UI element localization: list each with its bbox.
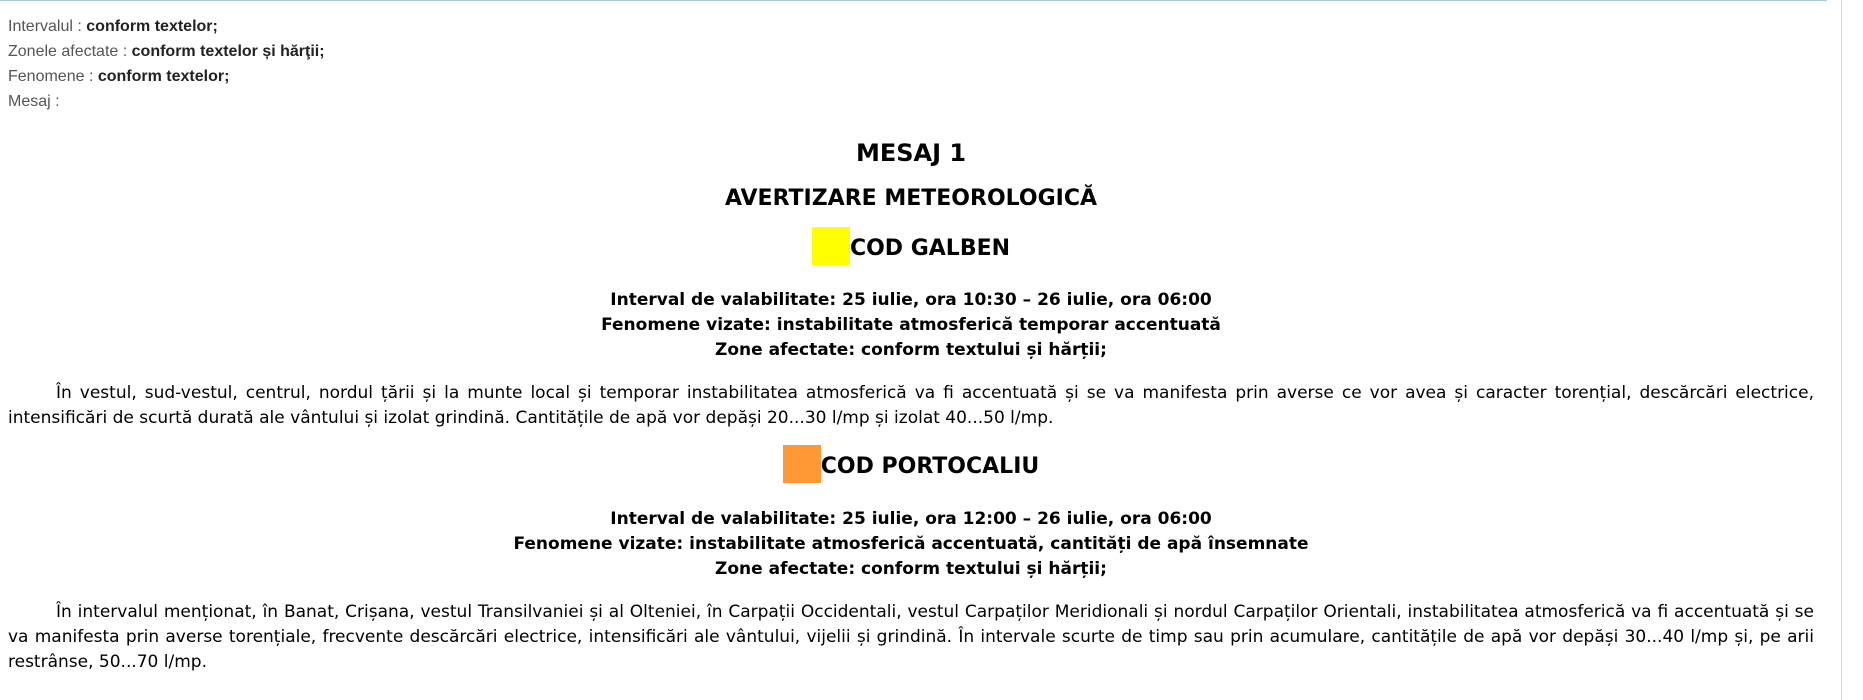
zones-line xyxy=(8,39,325,64)
yellow-interval: Interval de valabilitate: 25 iulie, ora 10:30 – 26 iulie, ora 06:00 xyxy=(610,290,1212,310)
yellow-code-heading xyxy=(8,229,1814,269)
phenomena-label: Fenomene : xyxy=(8,68,94,85)
yellow-warning-text: În vestul, sud-vestul, centrul, nordul țării și la munte local și temporar instabilitatea atmosferică va fi accentuată și se va manifesta prin averse ce vor avea și caracter torențial, descărcări electrice, intensificări de scurtă durată ale vântului și izolat grindină. Cantitățile de apă vor depăși 20...30 l/mp și izolat 40...50 l/mp. xyxy=(8,383,1814,428)
right-divider xyxy=(1841,0,1842,700)
phenomena-line xyxy=(8,64,325,89)
orange-phenomena: Fenomene vizate: instabilitate atmosferică accentuată, cantități de apă însemnate xyxy=(513,534,1309,554)
message-label: Mesaj : xyxy=(8,93,60,110)
message-line xyxy=(8,89,325,114)
orange-zones: Zone afectate: conform textului și hărții; xyxy=(715,559,1107,579)
zones-value: conform textelor și hărţii; xyxy=(131,43,325,60)
top-border xyxy=(0,0,1827,1)
message-metadata xyxy=(8,14,325,114)
message-subtitle: AVERTIZARE METEOROLOGICĂ xyxy=(725,186,1097,211)
yellow-phenomena: Fenomene vizate: instabilitate atmosferică temporar accentuată xyxy=(601,315,1221,335)
orange-code-swatch xyxy=(783,445,821,483)
interval-label: Intervalul : xyxy=(8,18,82,35)
yellow-code-label: COD GALBEN xyxy=(849,236,1011,261)
zones-label: Zonele afectate : xyxy=(8,43,128,60)
orange-interval: Interval de valabilitate: 25 iulie, ora 12:00 – 26 iulie, ora 06:00 xyxy=(610,509,1212,529)
orange-code-heading xyxy=(8,447,1814,487)
phenomena-value: conform textelor; xyxy=(97,68,230,85)
orange-code-label: COD PORTOCALIU xyxy=(820,454,1040,479)
interval-line xyxy=(8,14,325,39)
message-title: MESAJ 1 xyxy=(855,139,967,167)
yellow-code-swatch xyxy=(812,227,850,265)
yellow-zones: Zone afectate: conform textului și hărții; xyxy=(715,340,1107,360)
interval-value: conform textelor; xyxy=(86,18,218,35)
orange-warning-text: În intervalul menționat, în Banat, Crișana, vestul Transilvaniei și al Olteniei, în Carpații Occidentali, vestul Carpaților Meridionali și nordul Carpaților Orientali, instabilitatea atmosferică va fi accentuată și se va manifesta prin averse torențiale, frecvente descărcări electrice, intensificări ale vântului, vijelii și grindină. În intervale scurte de timp sau prin acumulare, cantitățile de apă vor depăși 30...40 l/mp și, pe arii restrânse, 50...70 l/mp. xyxy=(8,602,1814,672)
